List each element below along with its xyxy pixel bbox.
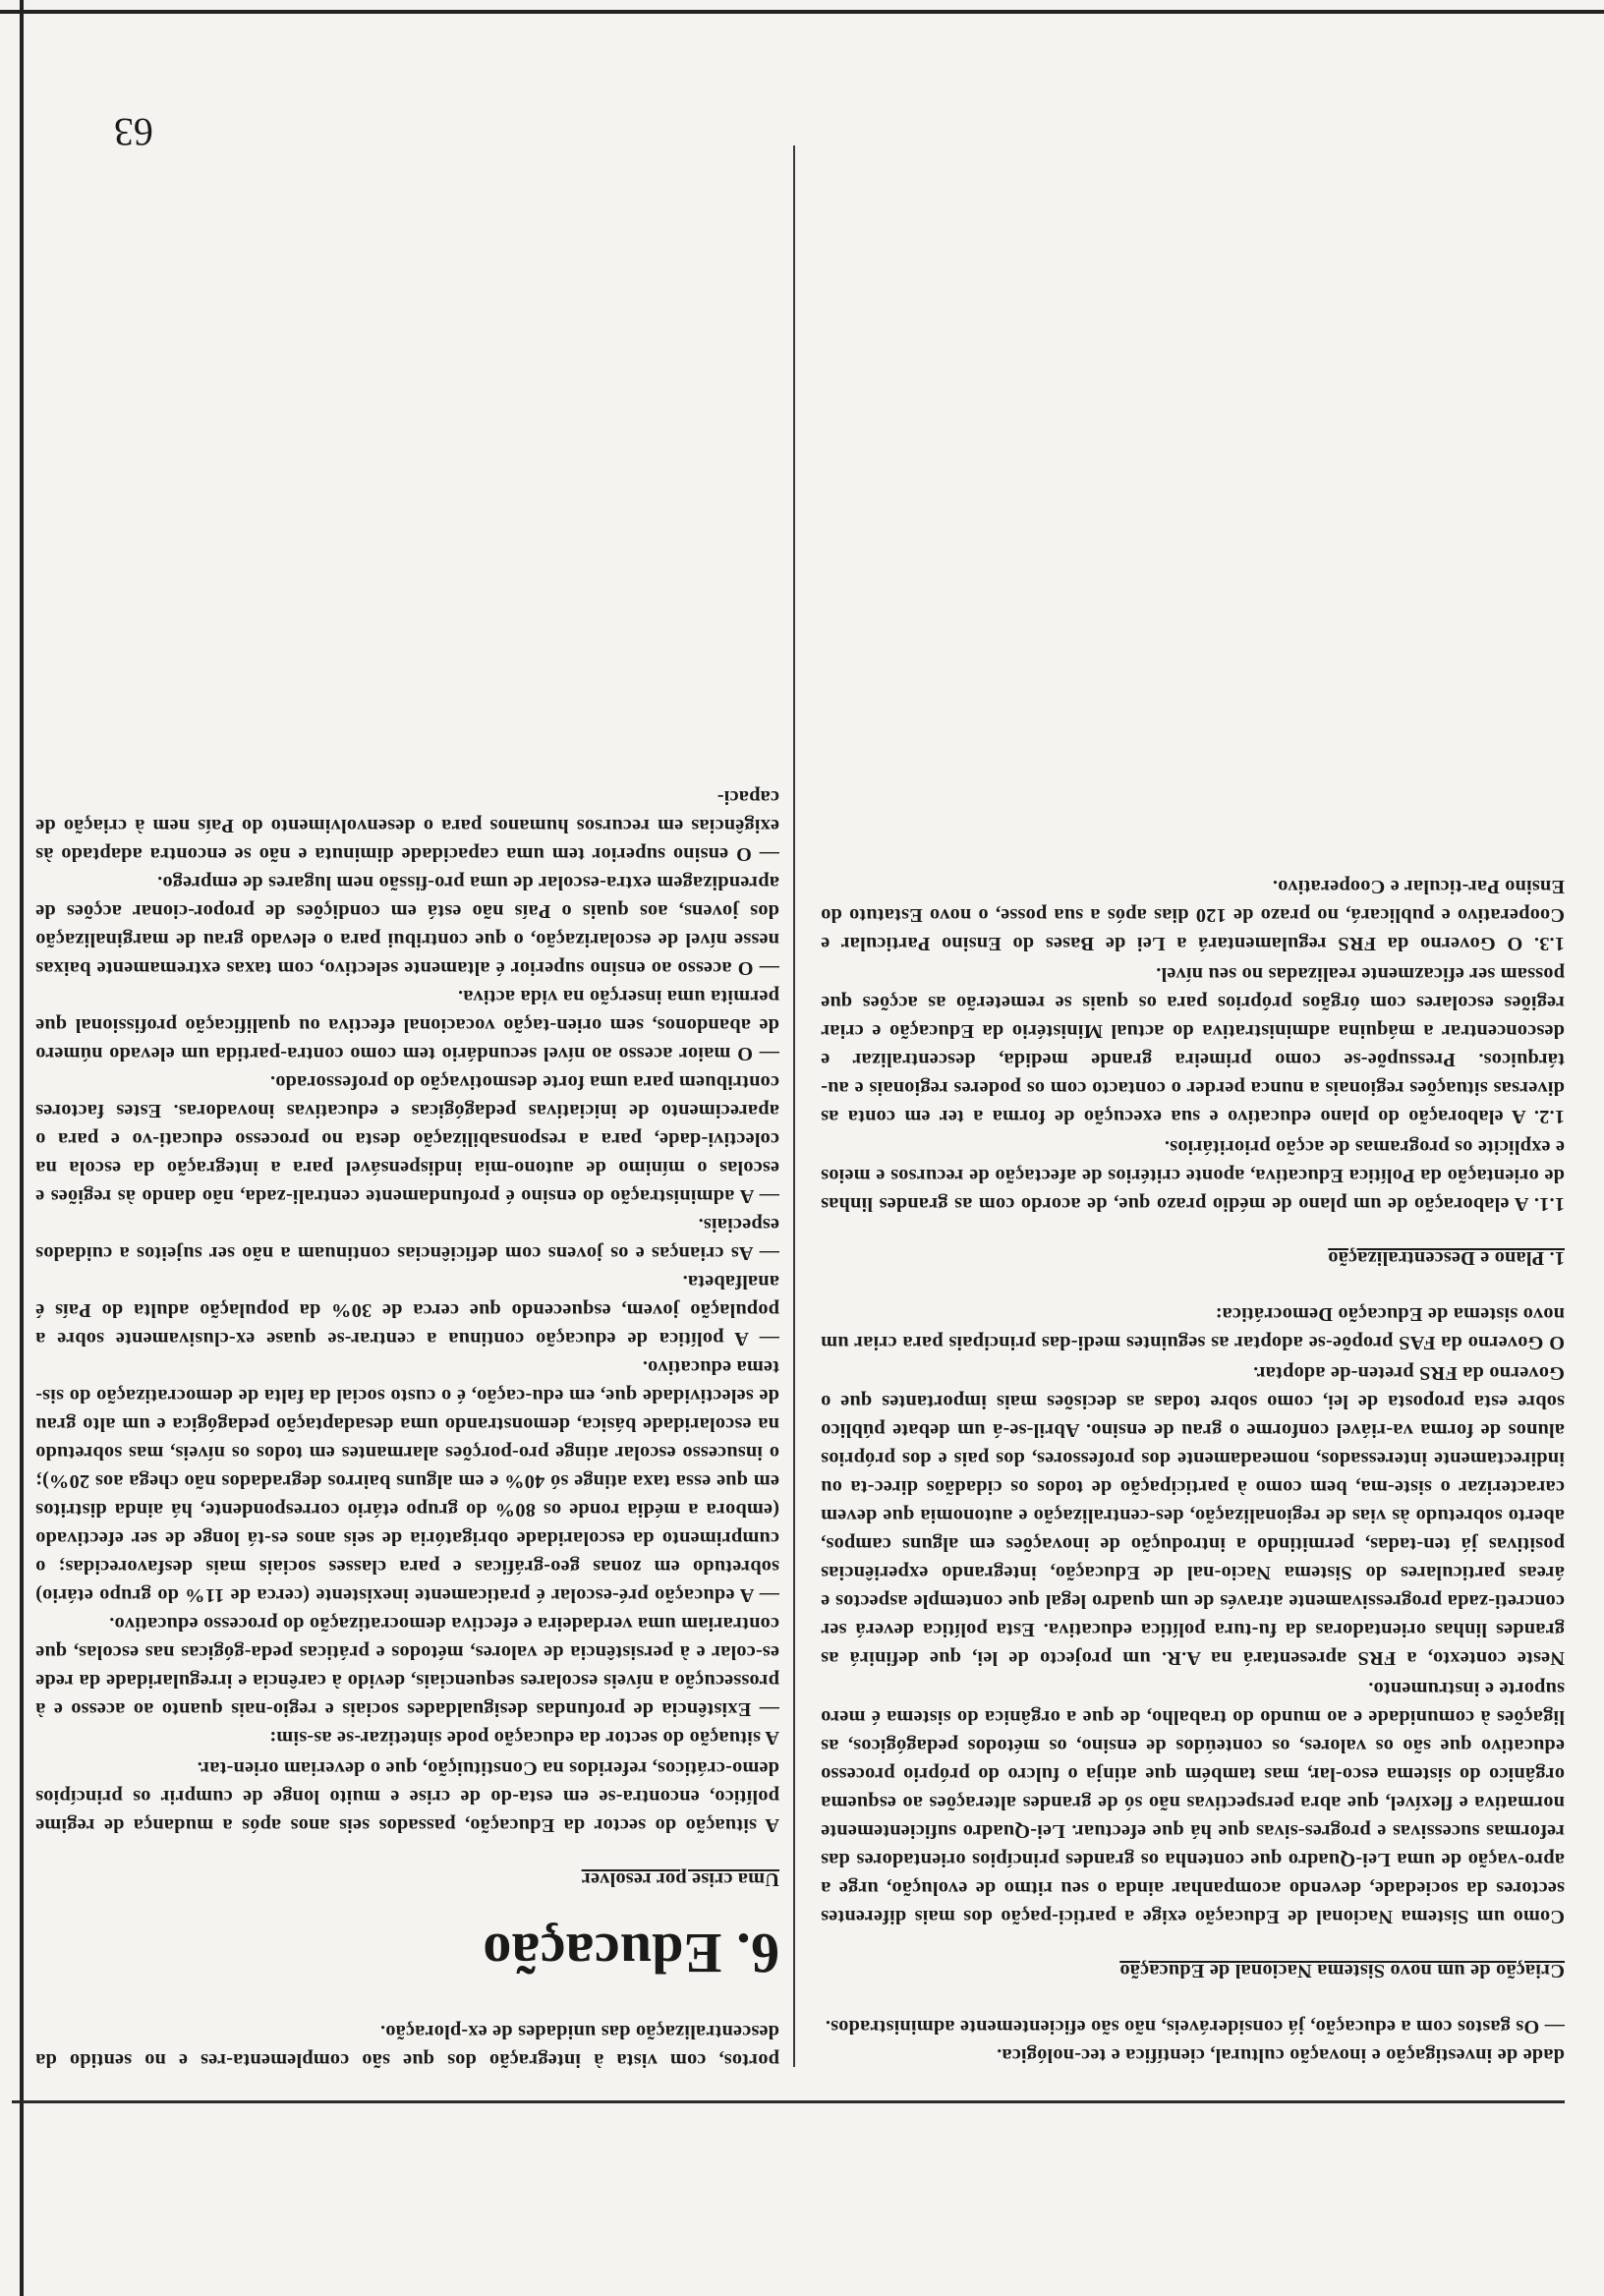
list-item: — A administração do ensino é profundamente centrali-zada, não dando às regiões e escolas o mínimo de autono-mia indispensável para a integração da escola na colectivi-dade, para a responsabilização desta no processo educati-vo e para o aparecimento de iniciativas pedagógicas e educativas inovadoras. Estes factores contribuem para uma forte desmotivação do professorado. [35,1071,779,1207]
paragraph: 1.2. A elaboração do plano educativo e sua execução de forma a ter em conta as diversas situações regionais a nunca perder o contacto com os poderes regionais e au-tárquicos. Pressupõe-se como primeira grande medida, descentralizar e desconcentrar a máquina administrativa do actual Ministério da Educação e criar regiões escolares com órgãos próprios para os quais se remeterão as acções que possam ser eficazmente realizadas no seu nível. [821,963,1565,1127]
list-item: — A política de educação continua a centrar-se quase ex-clusivamente sobre a população jovem, esquecendo que cerca de 30% da população adulta do País é analfabeta. [35,1271,779,1349]
paragraph: — Os gastos com a educação, já consideráveis, não são eficientemente administrados. [825,2016,1565,2038]
paragraph: 1.3. O Governo da FRS regulamentará a Lei de Bases do Ensino Particular e Cooperativo e publicará, no prazo de 120 dias após a sua posse, o novo Estatuto do Ensino Par-ticular e Cooperativo. [821,876,1565,954]
paragraph: Neste contexto, a FRS apresentará na A.R. um projecto de lei, que definirá as grandes linhas orientadoras da fu-tura política educativa. Esta política deverá ser concreti-zada progressivamente através de um quadro legal que contemple aspectos e áreas particulares do Sistema Nacio-nal de Educação, integrando experiências positivas já ten-tadas, permitindo a introdução de inovações em alguns campos, aberto sobretudo às vias de regionalização, des-centralização e autonomia que devem caracterizar o siste-ma, bem como à participação de todos os cidadãos direc-ta ou indirectamente interessados, nomeadamente dos professores, dos pais e dos próprios alunos de forma va-riável conforme o grau de ensino. Abril-se-á um debate público sobre esta proposta de lei, como sobre todas as decisões mais importantes que o Governo da FRS preten-de adoptar. [821,1362,1565,1669]
column-divider [793,145,795,2067]
page-edge-vertical [20,0,24,2296]
paragraph: A situação do sector da educação pode sintetizar-se as-sim: [269,1727,779,1749]
intro-paragraph: portos, com vista à integração dos que são complementa-res e no sentido da descentralização das unidades de ex-ploração. [35,2021,779,2071]
chapter-heading: 6. Educação [483,1922,779,1985]
list-item: — As crianças e os jovens com deficiências continuam a não ser sujeitos a cuidados especiais. [35,1214,779,1264]
page-edge-horizontal [0,10,1604,14]
section-heading-new-system: Criação de um novo Sistema Nacional de Educação [1119,1960,1565,1981]
section-heading-plan: 1. Plano e Descentralização [1328,1247,1565,1269]
paragraph: 1.1. A elaboração de um plano de médio prazo que, de acordo com as grandes linhas de orientação da Política Educativa, aponte critérios de afectação de recursos e meios e explicite os programas de acção prioritários. [821,1136,1565,1215]
left-column [821,147,1565,2069]
list-item: — O ensino superior tem uma capacidade diminuta e não se encontra adaptado às exigências em recursos humanos para o desenvolvimento do País nem à criação de capaci- [35,786,779,865]
paragraph: dade de investigação e inovação cultural, científica e tec-nológica. [997,2044,1565,2066]
top-rule [12,2100,1565,2103]
list-item: — A educação pré-escolar é praticamente inexistente (cerca de 11% do grupo etário) sobretudo em zonas geo-gráficas e para classes sociais mais desfavorecidas; o cumprimento da escolaridade obrigatória de seis anos es-tá longe de ser efectivado (embora a média ronde os 80% do grupo etário correspondente, há ainda distritos em que essa taxa atinge só 40% e em alguns bairros degradados não chega aos 20%); o insucesso escolar atinge pro-porções alarmantes em todos os níveis, mas sobretudo na escolaridade básica, demonstrando uma desadaptação pedagógica e um alto grau de selectividade que, em edu-cação, é o custo social da falta de democratização do sis-tema educativo. [35,1356,779,1606]
paragraph: A situação do sector da Educação, passados seis anos após a mudança de regime político, encontra-se em esta-do de crise e muito longe de cumprir os princípios demo-cráticos, referidos na Constituição, que o deveriam orien-tar. [35,1757,779,1836]
list-item: — O acesso ao ensino superior é altamente selectivo, com taxas extremamente baixas nesse nível de escolarização, o que contribui para o elevado grau de marginalização dos jovens, aos quais o País não está em condições de propor-cionar acções de aprendizagem extra-escolar de uma pro-fissão nem lugares de emprego. [35,872,779,979]
page-number: 63 [114,110,153,154]
right-column [35,108,779,2074]
subheading: Uma crise por resolver [581,1868,779,1890]
list-item: — Existência de profundas desigualdades sociais e regio-nais quanto ao acesso e à prossecução a níveis escolares sequenciais, devido à carência e irregularidade da rede es-colar e à persistência de valores, métodos e práticas peda-gógicas nas escolas, que contrariam uma verdadeira e efectiva democratização do processo educativo. [35,1613,779,1720]
paragraph: O Governo da FAS propõe-se adoptar as seguintes medi-das principais para criar um novo sistema de Educação Democrática: [821,1303,1565,1353]
list-item: — O maior acesso ao nível secundário tem como contra-partida um elevado número de abandonos, sem orien-tação vocacional efectiva ou qualificação profissional que permita uma inserção na vida activa. [35,986,779,1064]
paragraph: Como um Sistema Nacional de Educação exige a partici-pação dos mais diferentes sectores da sociedade, devendo acompanhar ainda o seu ritmo de evolução, urge a apro-vação de uma Lei-Quadro que contenha os grandes princípios orientadores das reformas sucessivas e progres-sivas que há que efectuar. Lei-Quadro suficientemente normativa e flexível, que abra perspectivas não só de grandes alterações ao esquema orgânico do sistema esco-lar, mas também que atinja o fulcro do próprio processo educativo que são os valores, os conteúdos de ensino, os métodos pedagógicos, as ligações à comunidade e ao mundo do trabalho, de que a orgânica do sistema é mero suporte e instrumento. [821,1678,1565,1927]
